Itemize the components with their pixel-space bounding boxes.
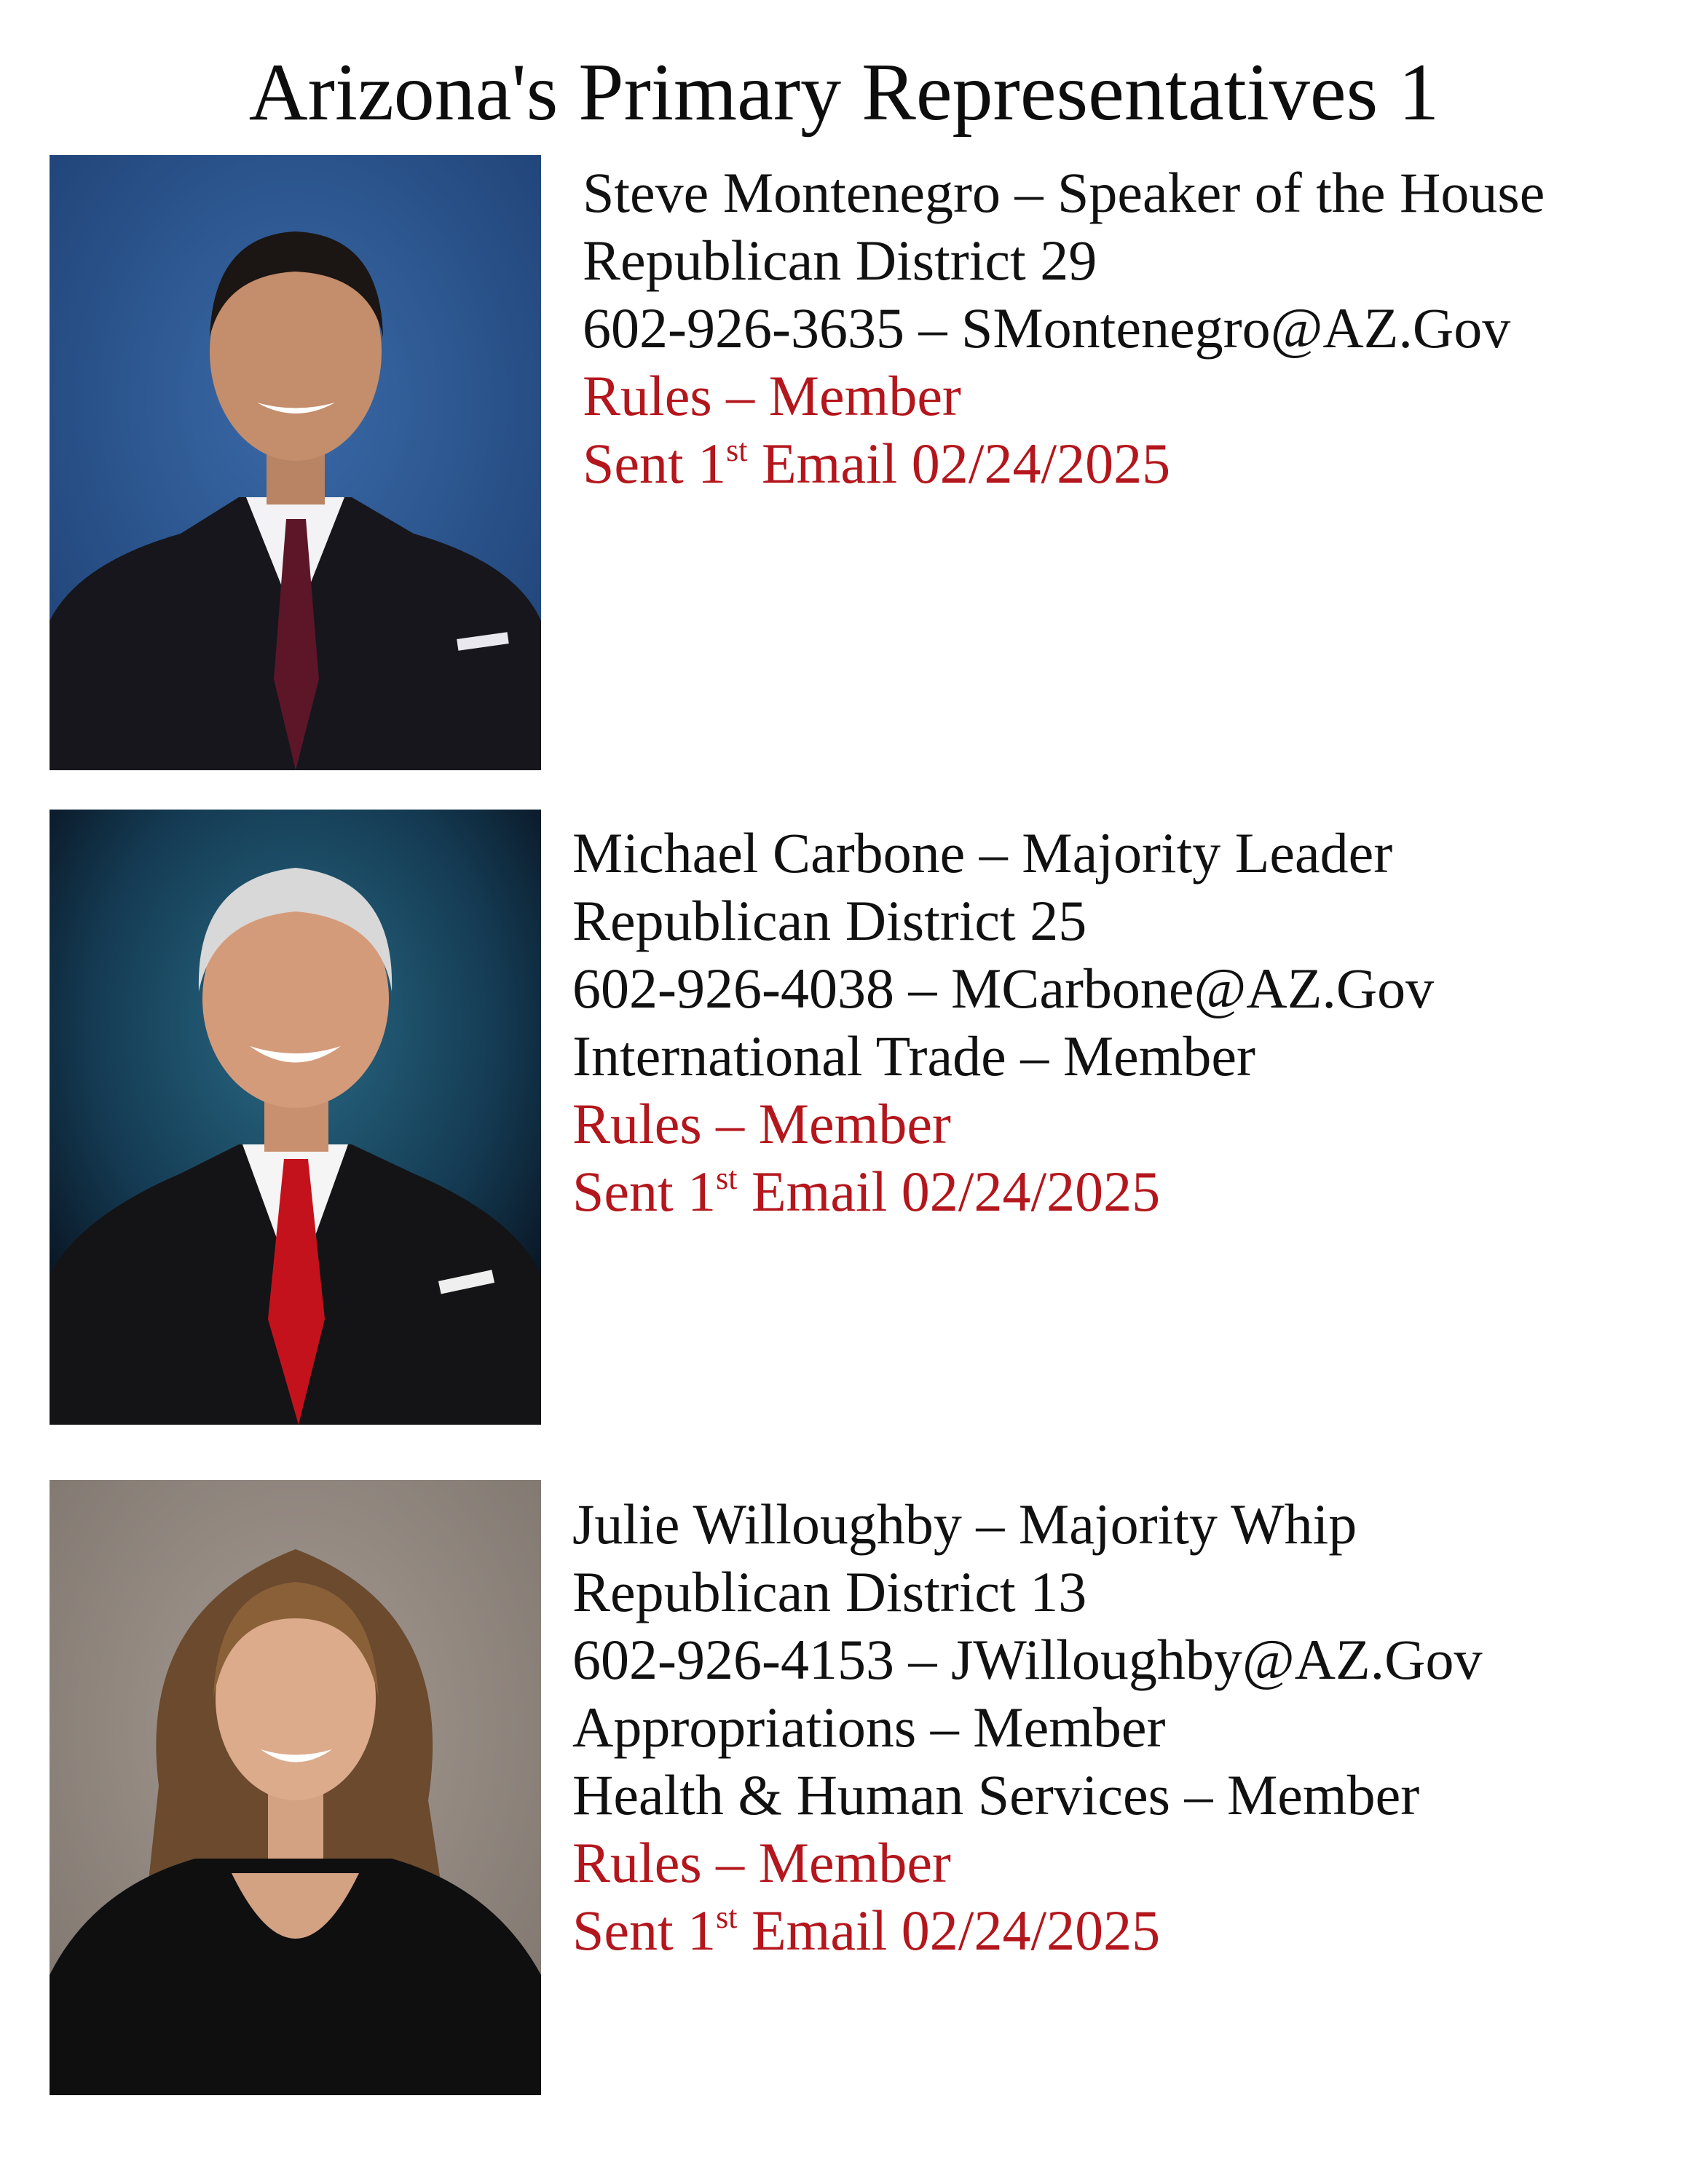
rep-info-3: [572, 1490, 1482, 1964]
rep-name-title: Michael Carbone – Majority Leader: [572, 821, 1393, 885]
rep-committee: Appropriations – Member: [572, 1696, 1166, 1759]
rep-info-2: [572, 819, 1434, 1225]
rep-info-1: [583, 159, 1545, 497]
rep-committee: International Trade – Member: [572, 1024, 1255, 1088]
portrait-photo-michael-carbone: [50, 810, 541, 1425]
rep-sent-status: Sent 1st Email 02/24/2025: [572, 1160, 1161, 1223]
rep-contact: 602-926-3635 – SMontenegro@AZ.Gov: [583, 296, 1511, 360]
rep-contact: 602-926-4038 – MCarbone@AZ.Gov: [572, 957, 1435, 1020]
rep-committee: Rules – Member: [572, 1092, 951, 1155]
rep-committee: Rules – Member: [572, 1831, 951, 1894]
rep-sent-status: Sent 1st Email 02/24/2025: [583, 432, 1171, 495]
portrait-photo-steve-montenegro: [50, 155, 541, 770]
rep-committee: Rules – Member: [583, 364, 961, 427]
rep-name-title: Julie Willoughby – Majority Whip: [572, 1492, 1357, 1556]
page-title: Arizona's Primary Representatives 1: [248, 47, 1440, 138]
rep-party-district: Republican District 13: [572, 1560, 1087, 1623]
rep-party-district: Republican District 25: [572, 889, 1087, 952]
portrait-photo-julie-willoughby: [50, 1480, 541, 2095]
rep-sent-status: Sent 1st Email 02/24/2025: [572, 1899, 1161, 1962]
rep-contact: 602-926-4153 – JWilloughby@AZ.Gov: [572, 1628, 1483, 1691]
rep-party-district: Republican District 29: [583, 229, 1097, 292]
rep-name-title: Steve Montenegro – Speaker of the House: [583, 161, 1545, 224]
rep-committee: Health & Human Services – Member: [572, 1763, 1420, 1827]
